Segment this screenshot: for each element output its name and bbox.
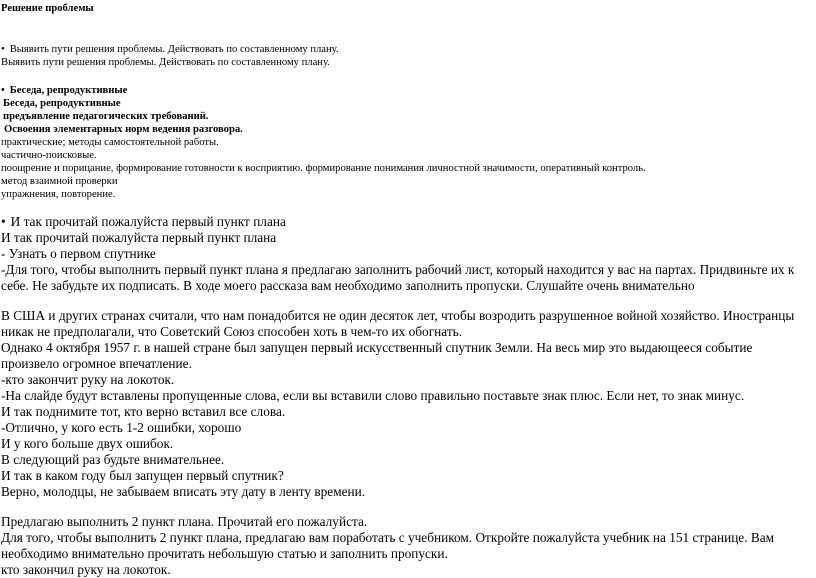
spacer [1,500,811,514]
methods-plain-line: поощрение и порицание, формирование готовности к восприятию. формирование понимания личностной значимости, оперативный контроль. [1,163,646,174]
methods-plain-line: метод взаимной проверки [1,176,118,187]
spacer [1,201,811,214]
spacer [1,69,811,84]
methods-plain-line: частично-поисковые. [1,150,97,161]
methods-plain-line: упражнения, повторение. [1,189,116,200]
methods-line: Освоения элементарных норм ведения разговора. [4,124,243,135]
story-line: -На слайде будут вставлены пропущенные слова, если вы вставили слово правильно поставьте знак плюс. Если нет, то знак минус. [1,388,745,403]
plan-paragraph: -Для того, чтобы выполнить первый пункт плана я предлагаю заполнить рабочий лист, который находится у вас на партах. Придвиньте их к себе. Не забудьте их подписать. В ходе моего рассказа вам необходимо заполнить пропуски. Слушайте очень внимательно [1,262,795,293]
story-line: -кто закончит руку на локоток. [1,372,175,387]
plan2-paragraph: Для того, чтобы выполнить 2 пункт плана, предлагаю вам поработать с учебником. Откройте пожалуйста учебник на 151 странице. Вам необходимо внимательно прочитать небольшую статью и заполнить пропуски. [1,530,775,561]
spacer [1,15,811,43]
methods-bullet-line: • Беседа, репродуктивные [1,84,811,97]
spacer [1,294,811,308]
goal-line: Выявить пути решения проблемы. Действовать по составленному плану. [1,57,330,68]
plan2-line: кто закончил руку на локоток. [1,562,171,577]
methods-line: Беседа, репродуктивные [3,98,121,109]
story-paragraph: В США и других странах считали, что нам понадобится не один десяток лет, чтобы возродить разрушенное войной хозяйство. Иностранцы никак не предполагали, что Советский Союз способен хоть в чем-то их обогнать. [1,308,795,339]
plan-line: - Узнать о первом спутнике [1,246,156,261]
plan-bullet-line: • И так прочитай пожалуйста первый пункт плана [1,214,811,230]
story-paragraph: Однако 4 октября 1957 г. в нашей стране был запущен первый искусственный спутник Земли. На весь мир это выдающееся событие произвело огромное впечатление. [1,340,753,371]
story-line: В следующий раз будьте внимательнее. [1,452,225,467]
story-line: И так в каком году был запущен первый спутник? [1,468,284,483]
methods-line: предъявление педагогических требований. [3,111,209,122]
page-title: Решение проблемы [1,3,94,14]
story-line: -Отлично, у кого есть 1-2 ошибки, хорошо [1,420,242,435]
plan-line: И так прочитай пожалуйста первый пункт плана [1,230,277,245]
story-line: И у кого больше двух ошибок. [1,436,174,451]
plan2-line: Предлагаю выполнить 2 пункт плана. Прочитай его пожалуйста. [1,514,368,529]
goal-bullet-line: • Выявить пути решения проблемы. Действовать по составленному плану. [1,43,811,56]
story-line: Верно, молодцы, не забываем вписать эту дату в ленту времени. [1,484,366,499]
methods-plain-line: практические; методы самостоятельной работы. [1,137,219,148]
story-line: И так поднимите тот, кто верно вставил все слова. [1,404,286,419]
